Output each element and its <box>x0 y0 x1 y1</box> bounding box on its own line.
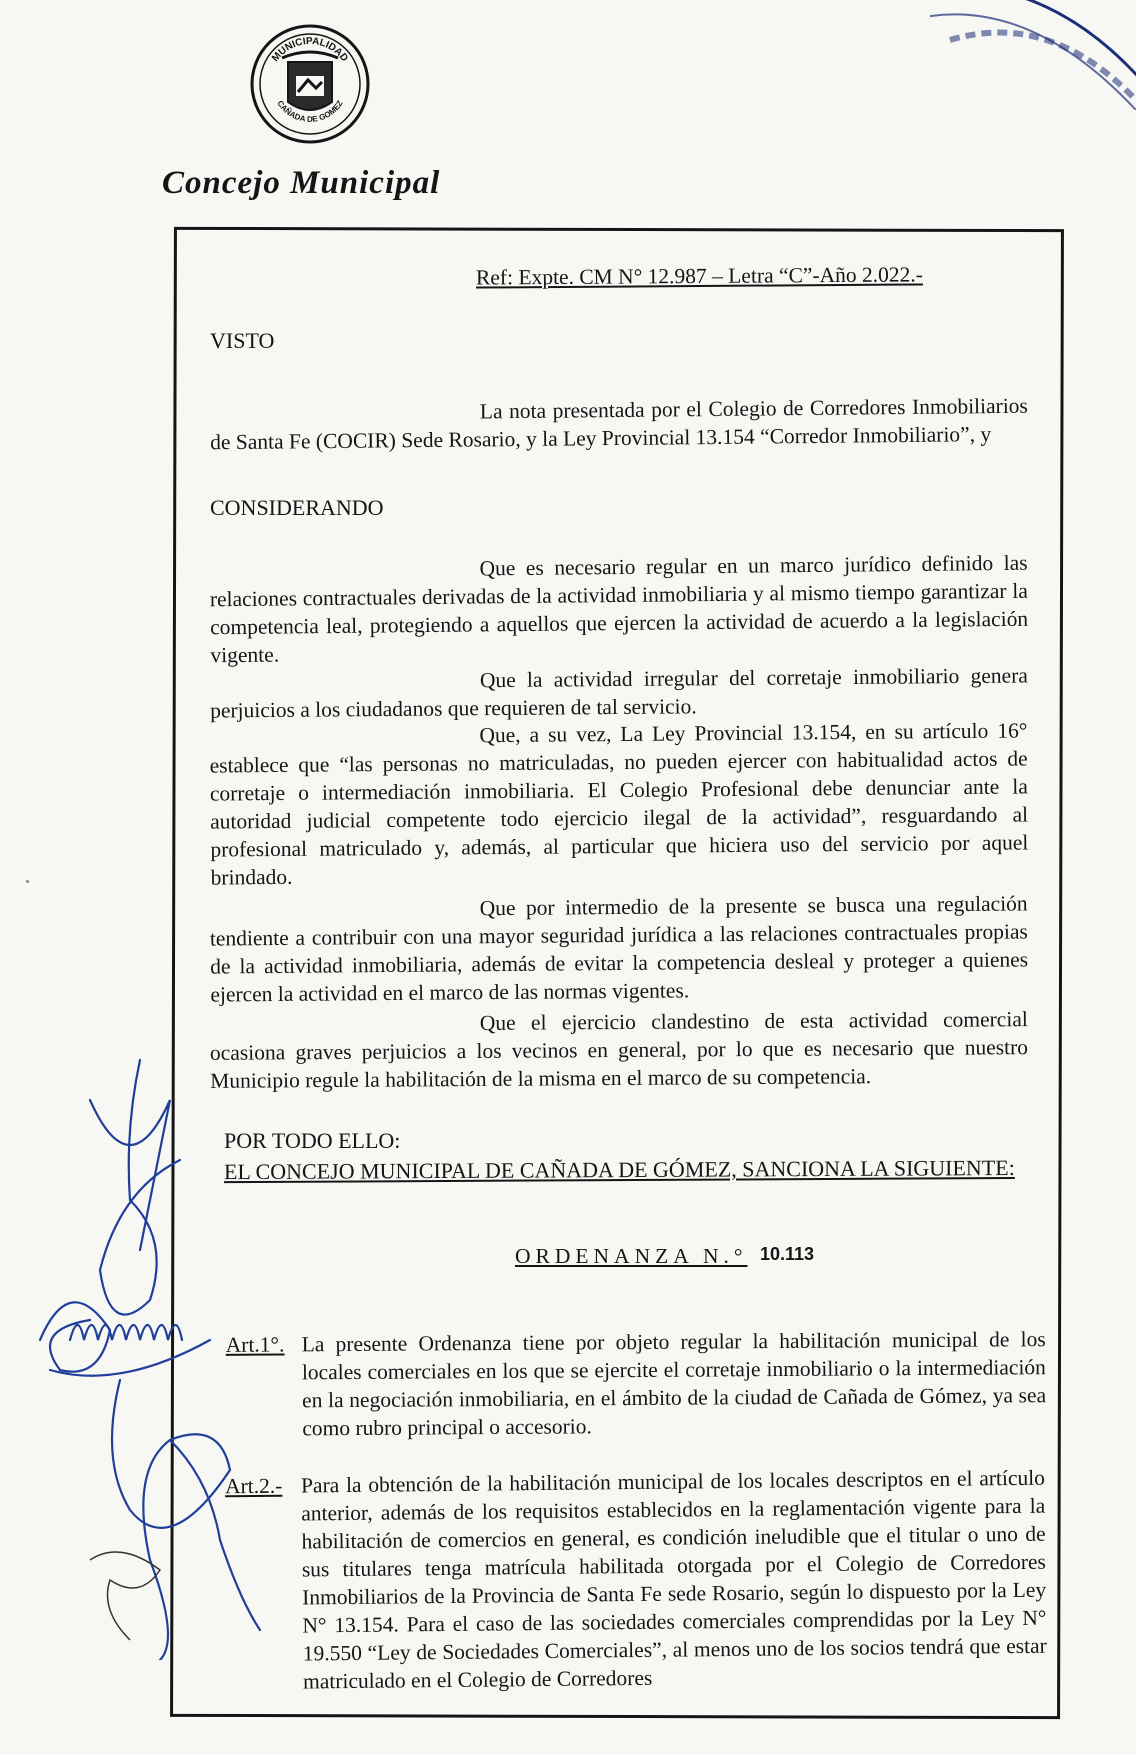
visto-paragraph <box>210 392 1029 457</box>
considerando-paragraph <box>209 716 1028 891</box>
considerando-heading: CONSIDERANDO <box>210 495 384 520</box>
article-2 <box>225 1464 1047 1697</box>
file-reference: Ref: Expte. CM N° 12.987 – Letra “C”-Año 2.022.- <box>475 262 923 290</box>
handwritten-signature-icon <box>30 1040 290 1660</box>
sanciona-statement: EL CONCEJO MUNICIPAL DE CAÑADA DE GÓMEZ, SANCIONA LA SIGUIENTE: <box>223 1155 1015 1185</box>
ordenanza-number: 10.113 <box>760 1244 815 1264</box>
article-label: Art.2.- <box>224 1473 283 1499</box>
paragraph-lead: Que por intermedio de la presente se busca una regulación <box>479 891 1028 921</box>
considerando-paragraph <box>210 661 1028 724</box>
article-text: Para la obtención de la habilitación municipal de los locales descriptos en el artículo anterior, además de los requisitos establecidos en la reglamentación vigente para la habilitación de comercios en general, es condición ineludible que el titular o uno de sus titulares tenga matrícula habilitada otorgada por el Colegio de Corredores Inmobiliarios de la Provincia de Santa Fe sede Rosario, según lo dispuesto por la Ley N° 13.154. Para el caso de las sociedades comerciales comprendidas por la Ley N° 19.550 “Ley de Sociedades Comerciales”, al menos uno de los socios tendrá que estar matriculado en el Colegio de Corredores <box>300 1465 1047 1694</box>
scan-speck <box>26 880 29 883</box>
paragraph-lead: Que es necesario regular en un marco jurídico definido las <box>479 550 1028 581</box>
svg-text:MUNICIPALIDAD <box>270 36 350 64</box>
article-label: Art.1°. <box>225 1332 285 1357</box>
paragraph-rest: perjuicios a los ciudadanos que requieren de tal servicio. <box>210 694 697 723</box>
article-text: La presente Ordenanza tiene por objeto regular la habilitación municipal de los locales comerciales en los que se ejercite el corretaje inmobiliario o la intermediación en la negociación inmobiliaria, en el ámbito de la ciudad de Cañada de Gómez, ya sea como rubro principal o accesorio. <box>301 1327 1047 1441</box>
paragraph-lead: Que la actividad irregular del corretaje inmobiliario genera <box>479 663 1028 693</box>
considerando-paragraph <box>210 1005 1029 1095</box>
paragraph-lead: Que, a su vez, La Ley Provincial 13.154, en su artículo 16° <box>479 718 1028 748</box>
ordenanza-label: ORDENANZA N.° <box>515 1244 748 1268</box>
visto-lead: La nota presentada por el Colegio de Corredores <box>479 395 906 424</box>
seal-text-bottom: CAÑADA DE GOMEZ <box>275 98 345 124</box>
considerando-paragraph <box>209 549 1028 670</box>
paragraph-rest: tendiente a contribuir con una mayor seguridad jurídica a las relaciones contractuales propias de la actividad inmobiliaria, además de evitar la competencia desleal y proteger a quienes ejercen la actividad en el marco de las normas vigentes. <box>209 919 1029 1007</box>
council-title: Concejo Municipal <box>162 165 441 201</box>
paragraph-rest: ocasiona graves perjuicios a los vecinos en general, por lo que es necesario que nuestro Municipio regule la habilitación de la misma en el marco de su competencia. <box>209 1035 1029 1093</box>
visto-heading: VISTO <box>210 328 275 353</box>
paragraph-rest: relaciones contractuales derivadas de la actividad inmobiliaria y al mismo tiempo garantizar la competencia leal, protegiendo a aquellos que ejercen la actividad de acuerdo a la legislación vigente. <box>209 578 1029 668</box>
municipal-seal-icon <box>248 22 373 147</box>
article-1 <box>226 1325 1047 1443</box>
considerando-paragraph <box>210 889 1029 1008</box>
por-todo-ello: POR TODO ELLO: <box>224 1128 401 1153</box>
visto-rest: Inmobiliarios de Santa Fe (COCIR) Sede Rosario, y la Ley Provincial 13.154 “Corredor Inmobiliario”, y <box>210 393 1028 455</box>
paragraph-lead: Que el ejercicio clandestino de esta actividad comercial <box>479 1007 1028 1035</box>
paragraph-rest: establece que “las personas no matriculadas, no pueden ejercer con habitualidad actos de corretaje o intermediación inmobiliaria. El Colegio Profesional debe denunciar ante la autoridad judicial competente todo ejercicio ilegal de la actividad”, resguardando al profesional matriculado y, además, al particular que hiciera uso del servicio por aquel brindado. <box>209 746 1029 890</box>
stamp-fragment-icon <box>930 0 1136 110</box>
seal-text-top: MUNICIPALIDAD <box>270 35 350 64</box>
